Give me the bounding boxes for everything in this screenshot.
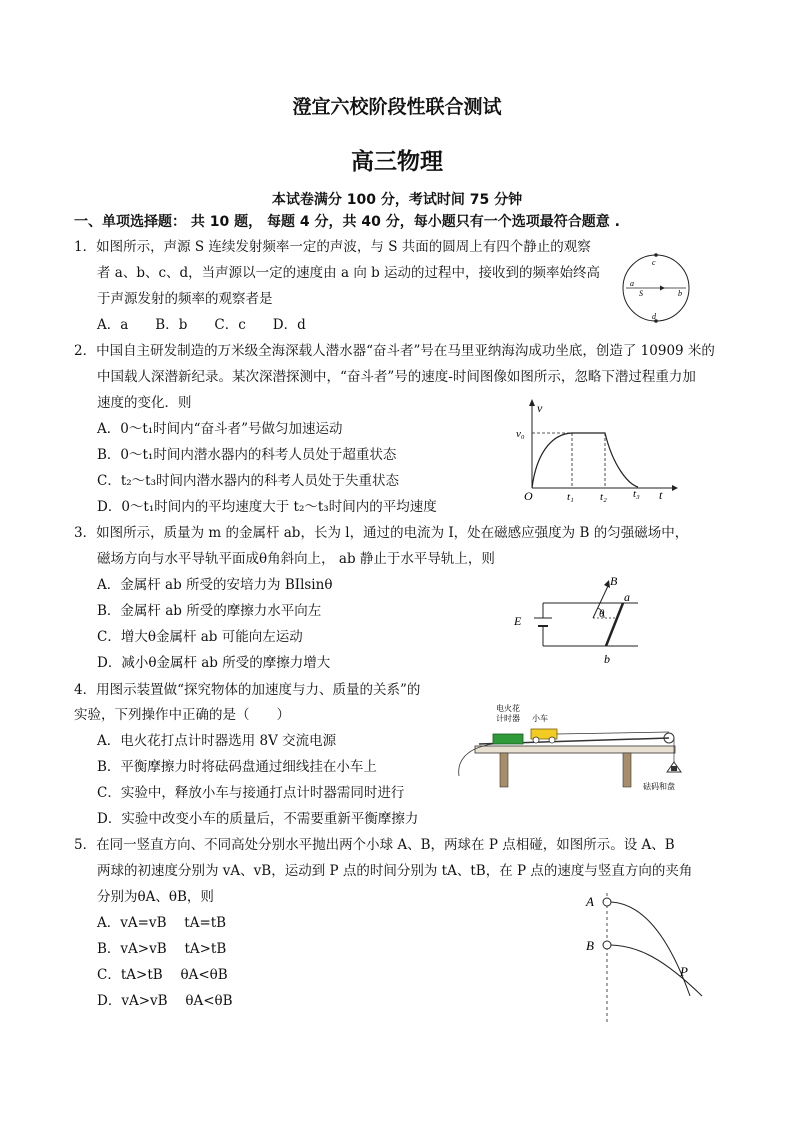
q5-option-b: B．vA>vB tA>tB (97, 941, 227, 957)
q3-option-d: D．减小θ金属杆 ab 所受的摩擦力增大 (97, 655, 331, 671)
q2-stem-line1: 2．中国自主研发制造的万米级全海深载人潜水器“奋斗者”号在马里亚纳海沟成功坐底，创造了 10909 米的 (74, 343, 715, 359)
q3-label-B: B (610, 574, 618, 588)
q5-stem-line1: 5．在同一竖直方向、不同高处分别水平抛出两个小球 A、B，两球在 P 点相碰，如图所示。设 A、B (74, 837, 675, 853)
q3-option-a: A．金属杆 ab 所受的安培力为 BIlsinθ (97, 577, 333, 593)
q5-stem-line2: 两球的初速度分别为 vA、vB，运动到 P 点的时间分别为 tA、tB，在 P 点的速度与竖直方向的夹角 (97, 863, 693, 879)
q1-options: A．a B．b C．c D．d (97, 317, 306, 333)
q2-label-t2: t₂ (600, 491, 607, 503)
q2-label-v0: v₀ (516, 428, 525, 440)
q3-label-a: a (624, 590, 630, 604)
q2-label-t3: t₃ (633, 488, 640, 500)
q4-stem-line1: 4．用图示装置做“探究物体的加速度与力、质量的关系”的 (74, 682, 421, 698)
q4-label-cart: 小车 (532, 714, 548, 723)
q3-option-b: B．金属杆 ab 所受的摩擦力水平向左 (97, 603, 322, 619)
q5-label-B: B (586, 938, 594, 953)
q4-option-c: C．实验中，释放小车与接通打点计时器需同时进行 (97, 785, 405, 801)
q5-option-d: D．vA>vB θA<θB (97, 993, 233, 1009)
q2-stem-line2: 中国载人深潜新纪录。某次深潜探测中，“奋斗者”号的速度-时间图像如图所示，忽略下潜过程重力加 (97, 369, 696, 385)
q3-stem-line1: 3．如图所示，质量为 m 的金属杆 ab，长为 l，通过的电流为 I，处在磁感应强度为 B 的匀强磁场中， (74, 525, 689, 541)
q2-vt-graph (510, 396, 680, 504)
q2-option-c: C．t₂～t₃时间内潜水器内的科考人员处于失重状态 (97, 473, 400, 489)
q5-label-P: P (680, 964, 688, 979)
q3-circuit-figure (508, 570, 648, 668)
q2-option-b: B．0～t₁时间内潜水器内的科考人员处于超重状态 (97, 447, 397, 463)
q3-stem-line2: 磁场方向与水平导轨平面成θ角斜向上， ab 静止于水平导轨上，则 (97, 551, 495, 567)
q5-option-c: C．tA>tB θA<θB (97, 967, 228, 983)
q5-stem-line3: 分别为θA、θB，则 (97, 889, 214, 905)
q3-option-c: C．增大θ金属杆 ab 可能向左运动 (97, 629, 303, 645)
q1-label-a: a (630, 279, 634, 288)
q2-label-t1: t₁ (567, 491, 574, 503)
q2-stem-line3: 速度的变化．则 (97, 395, 192, 411)
q3-label-theta: θ (599, 608, 605, 620)
q2-option-a: A．0～t₁时间内“奋斗者”号做匀加速运动 (97, 421, 343, 437)
section-heading: 一、单项选择题： 共 10 题， 每题 4 分，共 40 分，每小题只有一个选项最符合题意 . (74, 214, 620, 230)
q4-label-weights: 砝码和盘 (643, 782, 675, 791)
q4-option-d: D．实验中改变小车的质量后，不需要重新平衡摩擦力 (97, 811, 419, 827)
q2-option-d: D．0～t₁时间内的平均速度大于 t₂～t₃时间内的平均速度 (97, 499, 437, 515)
q2-label-t: t (659, 488, 663, 502)
q5-label-A: A (586, 894, 594, 909)
q1-label-d: d (652, 312, 656, 321)
q4-apparatus-figure (455, 700, 690, 798)
q4-label-timer2: 计时器 (496, 714, 520, 723)
q1-stem-line2: 者 a、b、c、d，当声源以一定的速度由 a 向 b 运动的过程中，接收到的频率始终高 (97, 265, 601, 281)
q1-stem-line3: 于声源发射的频率的观察者是 (97, 291, 273, 307)
q1-stem-line1: 1．如图所示，声源 S 连续发射频率一定的声波，与 S 共面的圆周上有四个静止的观察 (74, 239, 591, 255)
q2-label-origin: O (524, 489, 533, 503)
q4-option-b: B．平衡摩擦力时将砝码盘通过细线挂在小车上 (97, 759, 377, 775)
q1-label-b: b (678, 289, 682, 298)
q1-figure-circle (618, 250, 694, 326)
q1-label-c: c (652, 258, 656, 267)
q4-stem-line2: 实验，下列操作中正确的是（ ） (74, 707, 290, 723)
exam-school-title: 澄宜六校阶段性联合测试 (292, 96, 502, 118)
q2-label-v: v (537, 401, 543, 415)
exam-info: 本试卷满分 100 分，考试时间 75 分钟 (271, 192, 523, 208)
q5-projectile-figure (578, 888, 713, 1024)
subject-title: 高三物理 (351, 149, 443, 175)
q1-label-S: S (639, 289, 643, 298)
q3-label-b: b (604, 652, 610, 666)
q5-option-a: A．vA=vB tA=tB (97, 915, 227, 931)
q4-option-a: A．电火花打点计时器选用 8V 交流电源 (97, 733, 337, 749)
q4-label-timer1: 电火花 (496, 704, 520, 713)
q3-label-E: E (514, 614, 522, 628)
